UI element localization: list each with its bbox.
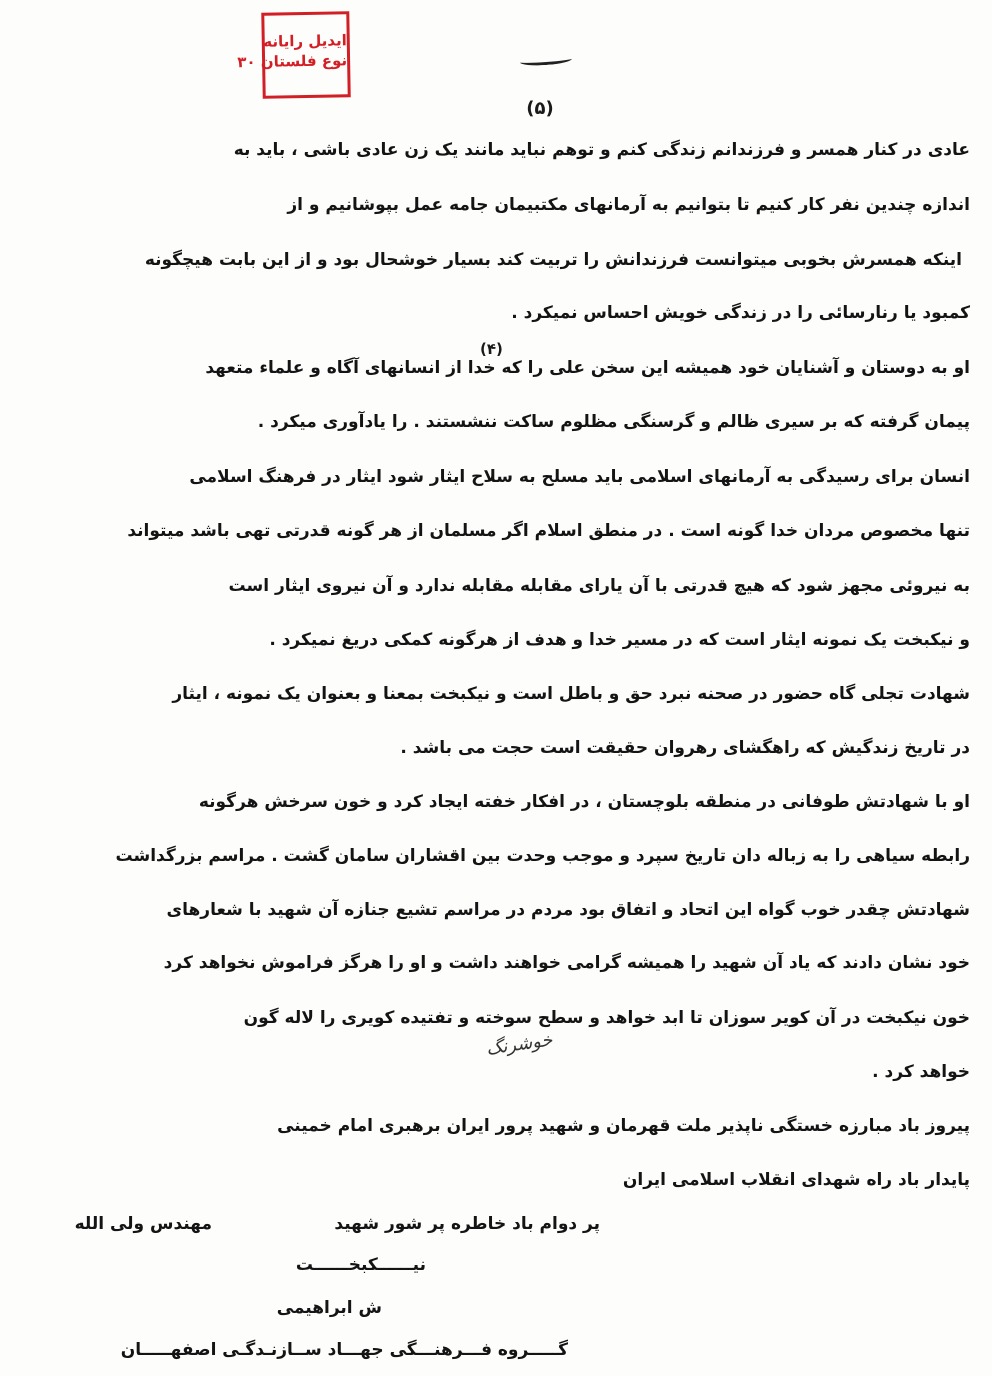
body-line-4: کمبود یا رنارسائی را در زندگی خویش احساس نمیکرد . xyxy=(511,303,970,323)
handwritten-signature: خوشرنگ xyxy=(484,1029,554,1060)
body-line-17: خون نیکبخت در آن کویر سوزان تا ابد خواهد و سطح سوخته و تفتیده کویری را لاله گون xyxy=(243,1008,970,1028)
closing-writer: ش ابراهیمی xyxy=(276,1298,382,1318)
body-line-11: شهادت تجلی گاه حضور در صحنه نبرد حق و باطل است و نیکبخت بمعنا و بعنوان یک نمونه ، ایثار xyxy=(172,684,970,704)
body-line-1: عادی در کنار همسر و فرزندانم زندگی کنم و توهم نباید مانند یک زن عادی باشی ، باید به xyxy=(233,140,970,160)
body-line-16: خود نشان دادند که یاد آن شهید را همیشه گرامی خواهند داشت و او را هرگز فراموش نخواهد کرد xyxy=(163,953,970,973)
footnote-mark: (۴) xyxy=(480,340,503,358)
page-number: (۵) xyxy=(526,98,554,119)
handwritten-dash-mark xyxy=(520,54,573,67)
body-line-15: شهادتش چقدر خوب گواه این اتحاد و اتفاق بود مردم در مراسم تشیع جنازه آن شهید با شعارهای xyxy=(166,900,970,920)
red-stamp xyxy=(237,11,350,99)
body-line-18: خواهد کرد . xyxy=(872,1062,970,1082)
body-line-20: پایدار باد راه شهدای انقلاب اسلامی ایران xyxy=(622,1170,970,1190)
body-line-19: پیروز باد مبارزه خستگی ناپذیر ملت قهرمان و شهید پرور ایران برهبری امام خمینی xyxy=(277,1116,970,1136)
body-line-10: و نیکبخت یک نمونه ایثار است که در مسیر خدا و هدف از هرگونه کمکی دریغ نمیکرد . xyxy=(269,630,970,650)
body-line-12: در تاریخ زندگیش که راهگشای رهروان حقیقت است حجت می باشد . xyxy=(400,738,970,758)
closing-surname: نیــــــکبخــــــت xyxy=(295,1255,426,1275)
body-line-5: او به دوستان و آشنایان خود همیشه این سخن علی را که خدا از انسانهای آگاه و علماء متعهد xyxy=(205,358,970,378)
body-line-14: رابطه سیاهی را به زباله دان تاریخ سپرد و موجب وحدت بین اقشاران سامان گشت . مراسم بزرگداشت xyxy=(115,846,970,866)
body-line-9: به نیروئی مجهز شود که هیچ قدرتی با آن یارای مقابله مقابله ندارد و آن نیروی ایثار است xyxy=(228,576,970,596)
closing-author: مهندس ولی الله xyxy=(74,1214,212,1234)
stamp-line-1: ایدیل رایانه xyxy=(263,31,347,51)
closing-organization: گـــــروه فـــرهنـــگی جهـــاد ســازنـدگـی اصفهـــــان xyxy=(120,1340,568,1360)
body-line-3: اینکه همسرش بخوبی میتوانست فرزندانش را تربیت کند بسیار خوشحال بود و از این بابت هیچگونه xyxy=(144,250,962,270)
body-line-7: انسان برای رسیدگی به آرمانهای اسلامی باید مسلح به سلاح ایثار شود ایثار در فرهنگ اسلامی xyxy=(189,467,970,487)
stamp-line-2: نوع فلستان ۳۰ xyxy=(237,51,348,72)
closing-dedication: پر دوام باد خاطره پر شور شهید xyxy=(334,1214,600,1234)
body-line-13: او با شهادتش طوفانی در منطقه بلوچستان ، در افکار خفته ایجاد کرد و خون سرخش هرگونه xyxy=(198,792,970,812)
body-line-6: پیمان گرفته که بر سیری ظالم و گرسنگی مظلوم ساکت ننشستند . را یادآوری میکرد . xyxy=(257,412,970,432)
body-line-8: تنها مخصوص مردان خدا گونه است . در منطق اسلام اگر مسلمان از هر گونه قدرتی تهی باشد میتواند xyxy=(127,521,970,541)
body-line-2: اندازه چندین نفر کار کنیم تا بتوانیم به آرمانهای مکتبیمان جامه عمل بپوشانیم و از xyxy=(287,195,970,215)
